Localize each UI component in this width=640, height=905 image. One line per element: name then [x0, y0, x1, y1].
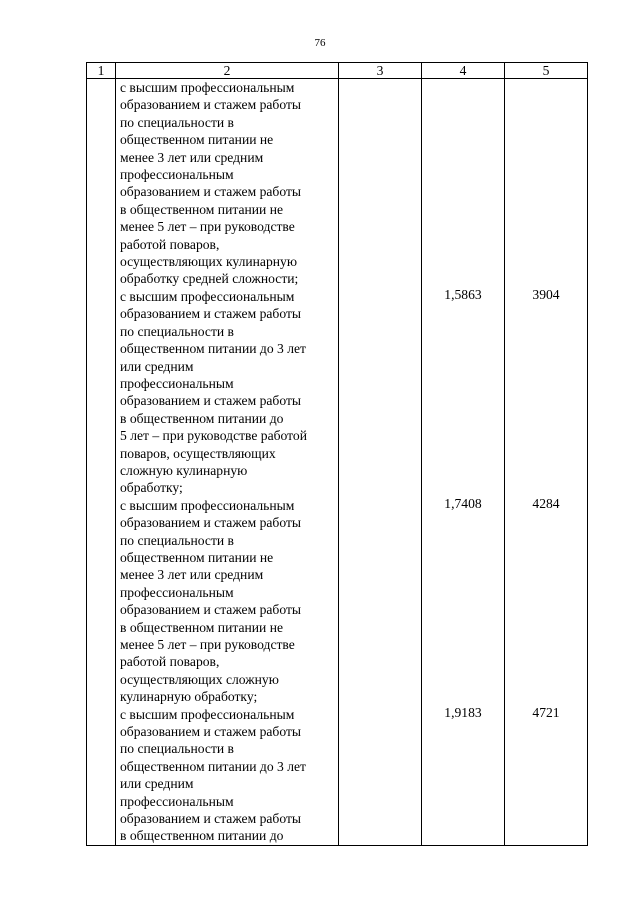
text-line: работой поваров, [120, 654, 220, 670]
amount-value: 4721 [532, 705, 560, 720]
text-line: образованием и стажем работы [120, 724, 302, 740]
text-line: менее 5 лет – при руководстве [120, 637, 295, 652]
coefficient-value: 1,7408 [444, 496, 482, 511]
text-line: профессиональным [120, 167, 234, 183]
text-line: профессиональным [120, 375, 234, 391]
coefficient-cell [422, 79, 505, 846]
text-line: или средним [120, 776, 194, 792]
text-line: профессиональным [120, 793, 234, 809]
text-line: менее 3 лет или средним [120, 567, 264, 583]
header-col-3: 3 [339, 63, 422, 79]
text-line: в общественном питании до [120, 828, 284, 844]
text-line: в общественном питании не [120, 619, 284, 635]
text-line: обработку; [120, 480, 183, 496]
text-line: с высшим профессиональным [120, 288, 295, 304]
text-line: образованием и стажем работы [120, 393, 302, 409]
coefficient-value: 1,9183 [444, 705, 482, 720]
text-line: образованием и стажем работы [120, 306, 302, 322]
text-line: по специальности в [120, 323, 234, 339]
description-cell [116, 79, 339, 846]
coefficient-value: 1,5863 [444, 287, 482, 302]
text-line: с высшим профессиональным [120, 497, 295, 513]
text-line: в общественном питании не [120, 201, 284, 217]
col-3-cell [339, 79, 422, 846]
amount-value: 4284 [532, 496, 560, 511]
text-line: или средним [120, 358, 194, 374]
text-line: общественном питании не [120, 549, 274, 565]
header-col-2: 2 [116, 63, 339, 79]
text-line: профессиональным [120, 584, 234, 600]
text-line: общественном питании до 3 лет [120, 341, 306, 357]
amount-cell [505, 79, 588, 846]
text-line: с высшим профессиональным [120, 706, 295, 722]
header-col-1: 1 [87, 63, 116, 79]
header-col-4: 4 [422, 63, 505, 79]
text-line: общественном питании до 3 лет [120, 758, 306, 774]
text-line: сложную кулинарную [120, 462, 248, 478]
text-line: менее 5 лет – при руководстве [120, 219, 295, 235]
text-line: по специальности в [120, 741, 234, 757]
text-line: обработку средней сложности; [120, 271, 299, 287]
text-line: поваров, осуществляющих [120, 445, 276, 461]
text-line: образованием и стажем работы [120, 97, 302, 113]
table-header-row [87, 63, 588, 79]
table-row [87, 79, 588, 846]
text-line: образованием и стажем работы [120, 602, 302, 618]
page-number: 76 [314, 37, 326, 49]
text-line: образованием и стажем работы [120, 811, 302, 827]
text-line: менее 3 лет или средним [120, 149, 264, 165]
description-text [120, 79, 336, 845]
text-line: осуществляющих кулинарную [120, 254, 297, 270]
text-line: образованием и стажем работы [120, 515, 302, 531]
text-line: 5 лет – при руководстве работой [120, 428, 308, 444]
header-col-5: 5 [505, 63, 588, 79]
text-line: кулинарную обработку; [120, 689, 258, 705]
text-line: общественном питании не [120, 132, 274, 148]
text-line: по специальности в [120, 532, 234, 548]
amount-value: 3904 [532, 287, 560, 302]
text-line: по специальности в [120, 114, 234, 130]
text-line: работой поваров, [120, 236, 220, 252]
text-line: в общественном питании до [120, 410, 284, 426]
text-line: с высшим профессиональным [120, 80, 295, 95]
col-1-cell [87, 79, 116, 846]
text-line: образованием и стажем работы [120, 184, 302, 200]
data-table [86, 62, 588, 846]
text-line: осуществляющих сложную [120, 671, 279, 687]
